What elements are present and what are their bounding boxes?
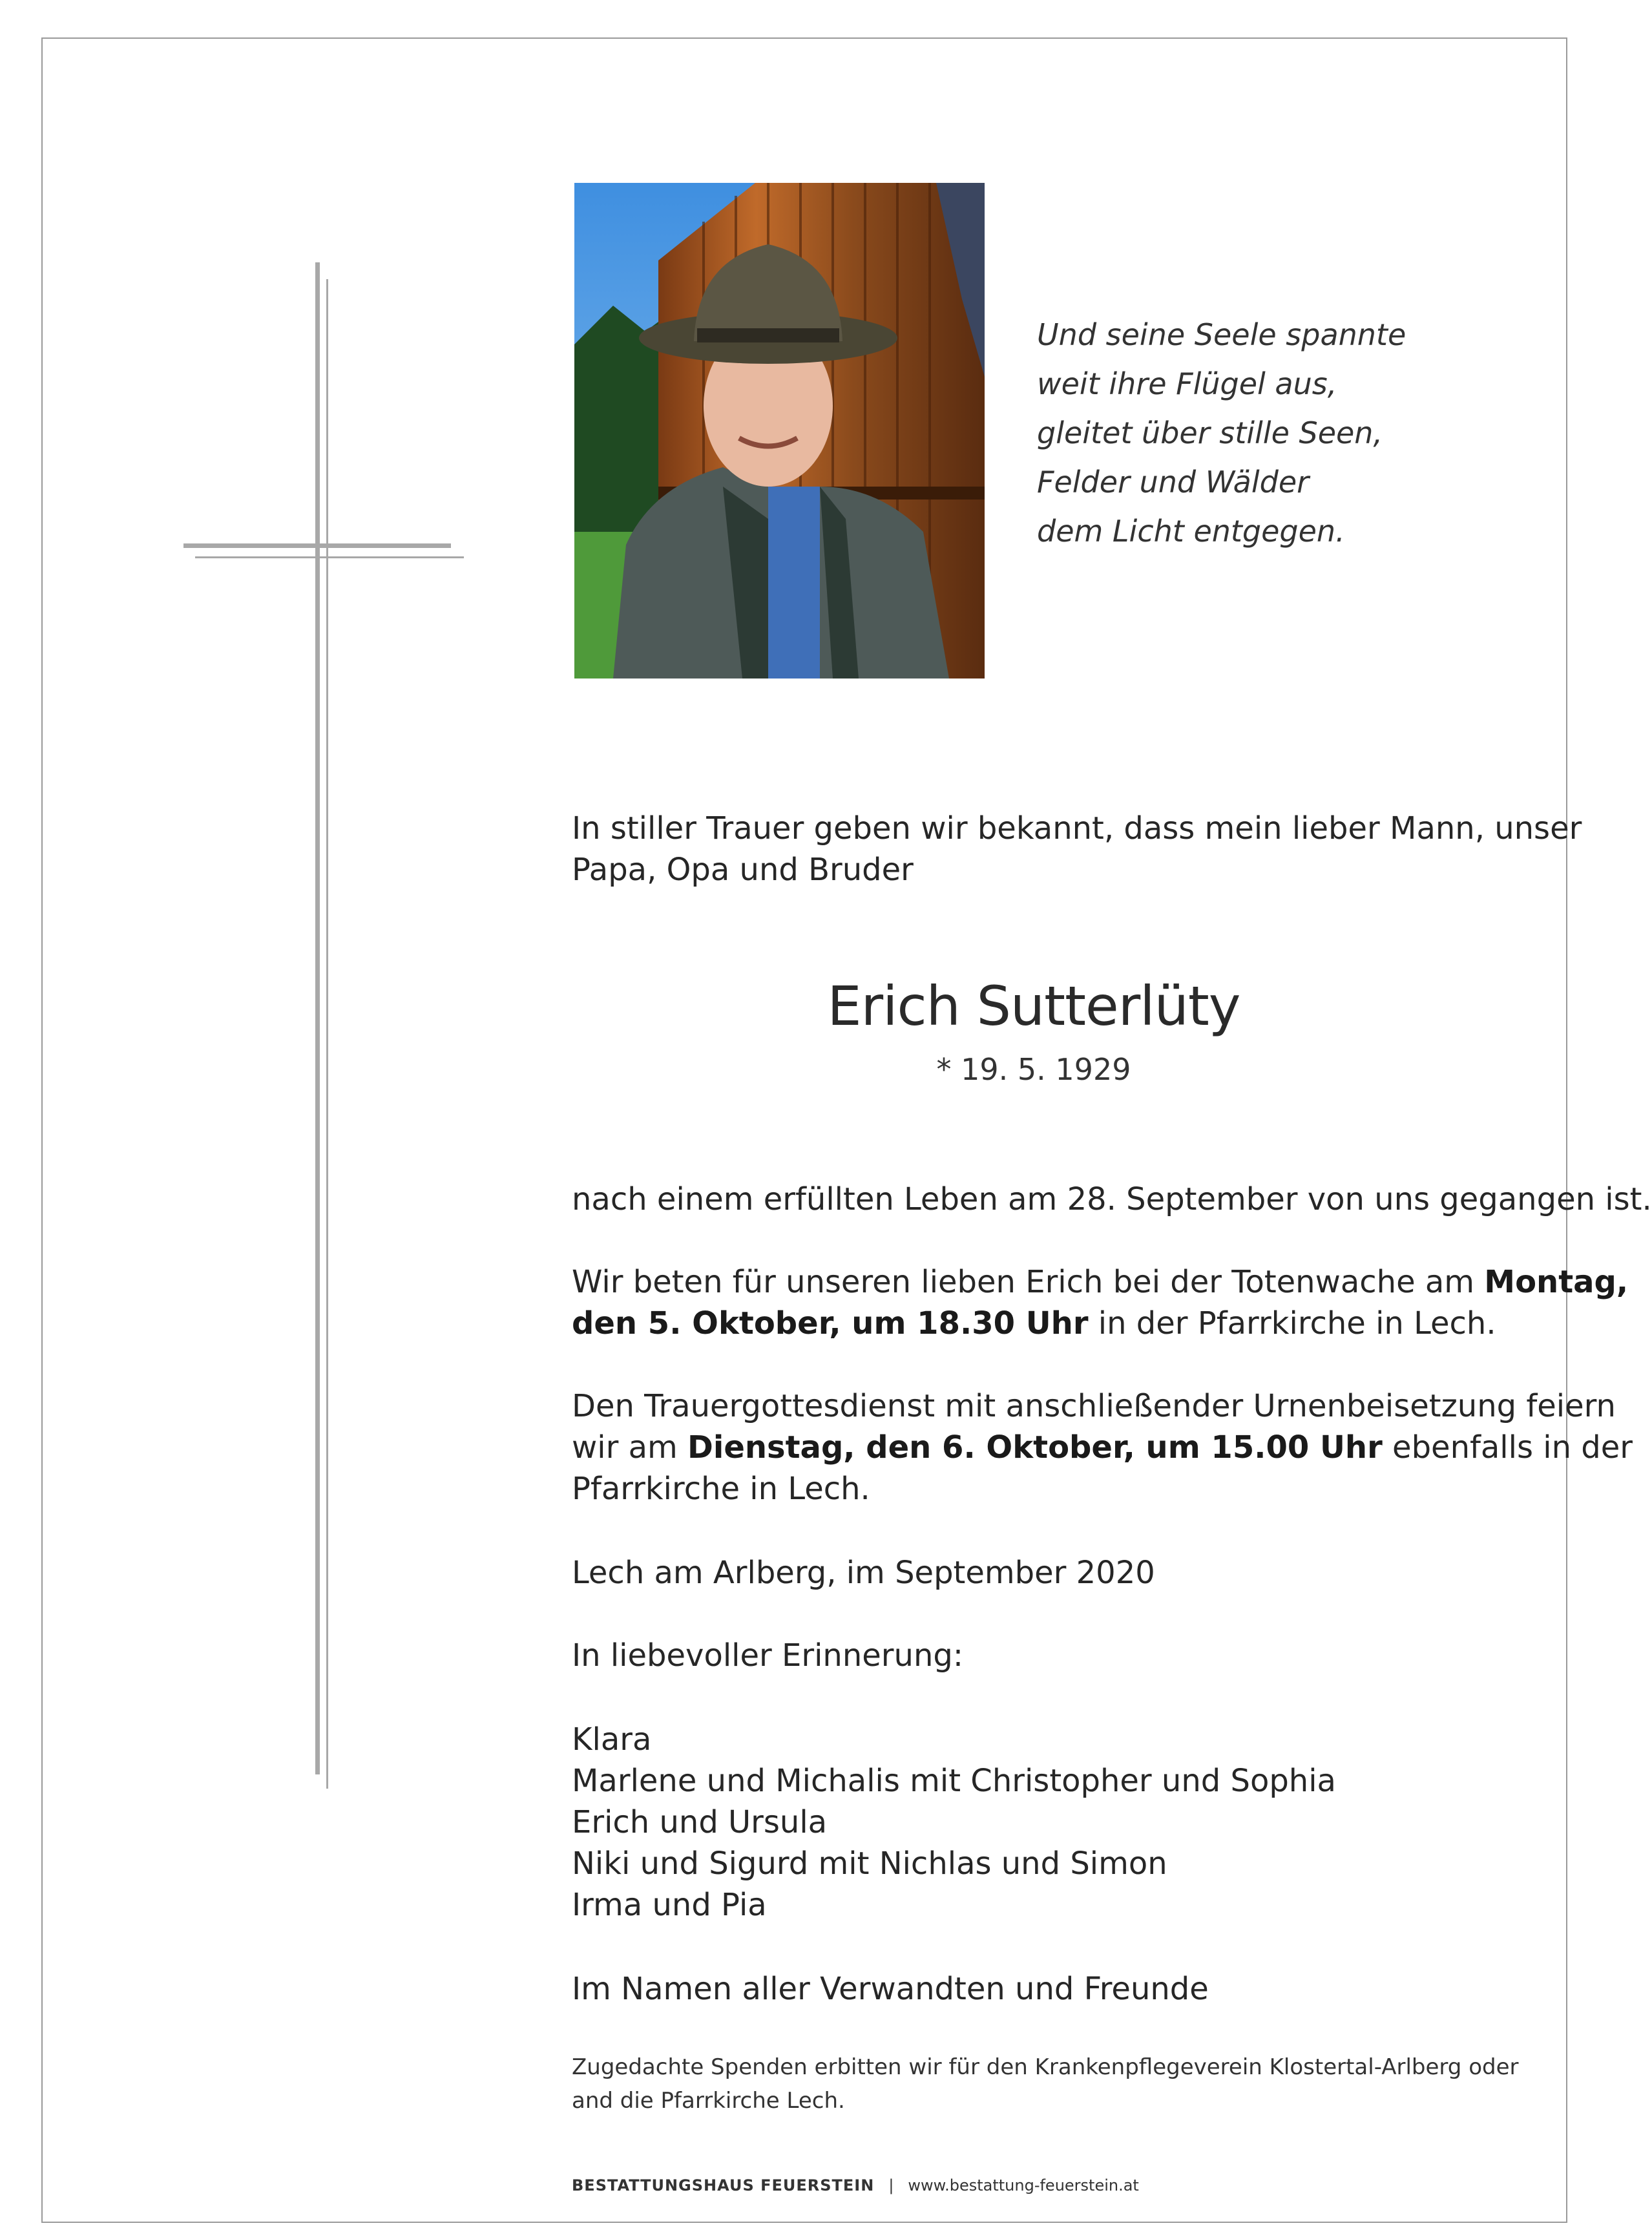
service-text: wir am	[572, 1429, 688, 1466]
passing-statement: nach einem erfüllten Leben am 28. September von uns gegangen ist.	[572, 1181, 1652, 1217]
intro-line: Papa, Opa und Bruder	[572, 852, 914, 888]
mourners-list	[572, 1719, 1336, 1926]
footer-separator: |	[888, 2176, 894, 2194]
memorial-poem	[1037, 310, 1406, 556]
place-and-date: Lech am Arlberg, im September 2020	[572, 1555, 1155, 1591]
remembrance-heading: In liebevoller Erinnerung:	[572, 1637, 963, 1674]
wake-text: Wir beten für unseren lieben Erich bei der Totenwache am	[572, 1264, 1485, 1300]
list-item: Erich und Ursula	[572, 1804, 828, 1840]
portrait-photo	[574, 183, 985, 678]
cross-horizontal-bar	[183, 543, 451, 548]
donation-note	[572, 2050, 1518, 2118]
wake-day: Montag,	[1484, 1264, 1629, 1300]
poem-line: Und seine Seele spannte	[1037, 317, 1406, 352]
service-line: Den Trauergottesdienst mit anschließender Urnenbeisetzung feiern	[572, 1388, 1616, 1424]
company-name: BESTATTUNGSHAUS FEUERSTEIN	[572, 2176, 875, 2194]
cross-vertical-bar	[315, 262, 320, 1774]
list-item: Klara	[572, 1721, 652, 1758]
deceased-name: Erich Sutterlüty	[827, 974, 1240, 1038]
list-item: Niki und Sigurd mit Nichlas und Simon	[572, 1846, 1167, 1882]
poem-line: weit ihre Flügel aus,	[1037, 366, 1337, 401]
wake-location: in der Pfarrkirche in Lech.	[1088, 1305, 1496, 1341]
intro-line: In stiller Trauer geben wir bekannt, dass mein lieber Mann, unser	[572, 810, 1582, 847]
poem-line: gleitet über stille Seen,	[1037, 415, 1383, 450]
website-link[interactable]: www.bestattung-feuerstein.at	[908, 2176, 1139, 2194]
service-text-after: ebenfalls in der	[1382, 1429, 1633, 1466]
list-item: Irma und Pia	[572, 1887, 767, 1923]
birth-date: * 19. 5. 1929	[936, 1052, 1131, 1087]
cross-vertical-shadow	[326, 279, 328, 1789]
list-item: Marlene und Michalis mit Christopher und Sophia	[572, 1763, 1336, 1799]
footer	[572, 2176, 1139, 2194]
cross-horizontal-shadow	[195, 556, 464, 558]
funeral-service-info	[572, 1385, 1633, 1509]
poem-line: dem Licht entgegen.	[1037, 514, 1345, 549]
poem-line: Felder und Wälder	[1037, 465, 1310, 500]
service-line: Pfarrkirche in Lech.	[572, 1471, 870, 1507]
wake-info	[572, 1261, 1628, 1344]
donation-line: Zugedachte Spenden erbitten wir für den Krankenpflegeverein Klostertal-Arlberg oder	[572, 2054, 1519, 2080]
donation-line: and die Pfarrkirche Lech.	[572, 2088, 845, 2114]
closing-line: Im Namen aller Verwandten und Freunde	[572, 1971, 1209, 2007]
announcement-intro	[572, 808, 1582, 890]
wake-date-time: den 5. Oktober, um 18.30 Uhr	[572, 1305, 1089, 1341]
service-date-time: Dienstag, den 6. Oktober, um 15.00 Uhr	[687, 1429, 1383, 1466]
